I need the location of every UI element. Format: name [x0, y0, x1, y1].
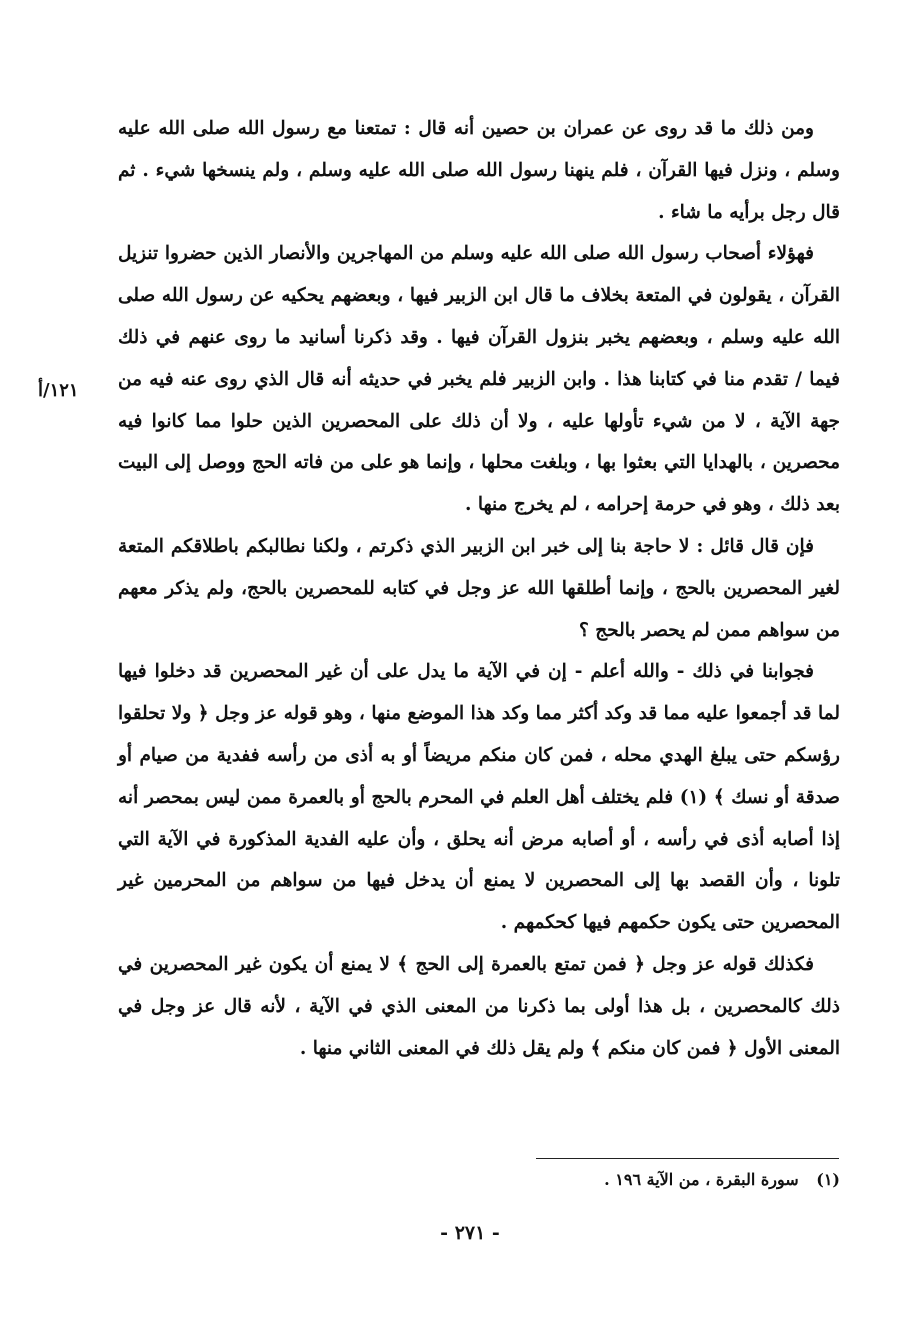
- main-text: [118, 108, 840, 1069]
- page-number: - ٢٧١ -: [440, 1222, 500, 1244]
- paragraph-2: فهؤلاء أصحاب رسول الله صلى الله عليه وسلم من المهاجرين والأنصار الذين حضروا تنزيل القرآن ، يقولون في المتعة بخلاف ما قال ابن الزبير فيها ، وبعضهم يحكيه عن رسول الله صلى الله عليه وسلم ، وبعضهم يخبر بنزول القرآن فيها . وقد ذكرنا أسانيد ما روى عنهم في ذلك فيما / تقدم منا في كتابنا هذا . وابن الزبير فلم يخبر في حديثه أنه قال الذي روى عنه فيه من جهة الآية ، لا من شيء تأولها عليه ، ولا أن ذلك على المحصرين الذين حلوا مما كانوا فيه محصرين ، بالهدايا التي بعثوا بها ، وبلغت محلها ، وإنما هو على من فاته الحج ووصل إلى البيت بعد ذلك ، وهو في حرمة إحرامه ، لم يخرج منها .: [118, 243, 840, 516]
- footnote-marker: (١): [816, 1170, 840, 1189]
- manuscript-folio-note: ١٢١/أ: [38, 380, 79, 401]
- footnote: [400, 1166, 840, 1194]
- paragraph-4: فجوابنا في ذلك - والله أعلم - إن في الآية ما يدل على أن غير المحصرين قد دخلوا فيها لما قد أجمعوا عليه مما قد وكد أكثر مما وكد هذا الموضع منها ، وهو قوله عز وجل ﴿ ولا تحلقوا رؤسكم حتى يبلغ الهدي محله ، فمن كان منكم مريضاً أو به أذى من رأسه ففدية من صيام أو صدقة أو نسك ﴾ (١) فلم يختلف أهل العلم في المحرم بالحج أو بالعمرة ممن ليس بمحصر أنه إذا أصابه أذى في رأسه ، أو أصابه مرض أنه يحلق ، وأن عليه الفدية المذكورة في الآية التي تلونا ، وأن القصد بها إلى المحصرين لا يمنع أن يدخل فيها من سواهم من المحرمين غير المحصرين حتى يكون حكمهم فيها كحكمهم .: [118, 661, 840, 934]
- footnote-divider: [536, 1158, 839, 1159]
- paragraph-1: ومن ذلك ما قد روى عن عمران بن حصين أنه قال : تمتعنا مع رسول الله صلى الله عليه وسلم ، ونزل فيها القرآن ، فلم ينهنا رسول الله صلى الله عليه وسلم ، ولم ينسخها شيء . ثم قال رجل برأيه ما شاء .: [118, 118, 840, 223]
- paragraph-3: فإن قال قائل : لا حاجة بنا إلى خبر ابن الزبير الذي ذكرتم ، ولكنا نطالبكم باطلاقكم المتعة لغير المحصرين بالحج ، وإنما أطلقها الله عز وجل في كتابه للمحصرين بالحج، ولم يذكر معهم من سواهم ممن لم يحصر بالحج ؟: [118, 535, 840, 641]
- footnote-text: سورة البقرة ، من الآية ١٩٦ .: [604, 1170, 799, 1189]
- paragraph-5: فكذلك قوله عز وجل ﴿ فمن تمتع بالعمرة إلى الحج ﴾ لا يمنع أن يكون غير المحصرين في ذلك كالمحصرين ، بل هذا أولى بما ذكرنا من المعنى الذي في الآية ، لأنه قال عز وجل في المعنى الأول ﴿ فمن كان منكم ﴾ ولم يقل ذلك في المعنى الثاني منها .: [118, 953, 840, 1059]
